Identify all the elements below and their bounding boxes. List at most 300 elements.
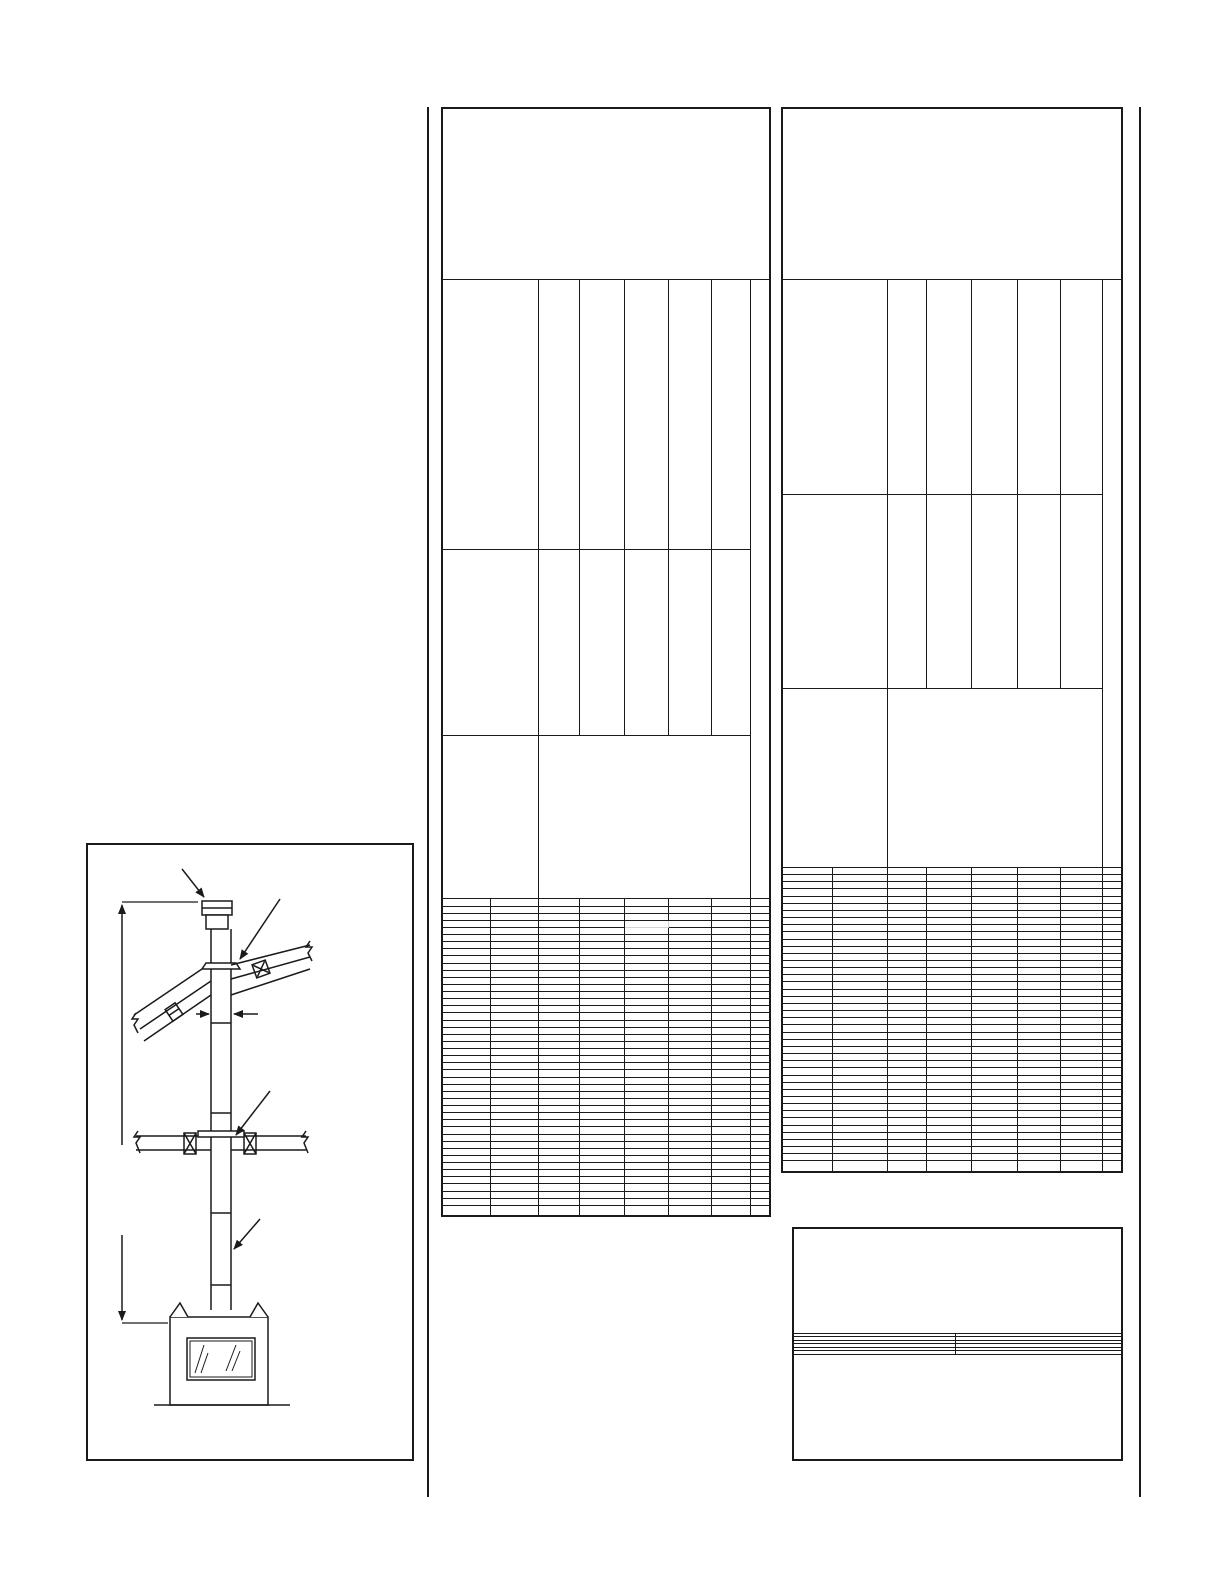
table-cell	[782, 1061, 832, 1068]
table-cell	[926, 1075, 971, 1082]
table-cell	[711, 1155, 750, 1162]
table-cell	[926, 1161, 971, 1172]
table-row	[782, 1118, 1122, 1125]
table-cell	[832, 1003, 887, 1010]
table-cell	[782, 961, 832, 968]
table-cell	[1060, 925, 1102, 932]
table-cell	[579, 992, 624, 999]
header-cell	[782, 688, 887, 867]
table-cell	[579, 1198, 624, 1205]
table-cell	[971, 1054, 1017, 1061]
table-cell	[750, 1034, 770, 1041]
table-cell	[1060, 1125, 1102, 1132]
table-cell	[668, 942, 711, 949]
table-cell	[1017, 1003, 1060, 1010]
table-row	[782, 925, 1122, 932]
table-cell	[1102, 1125, 1122, 1132]
table-cell	[442, 1006, 490, 1013]
table-cell	[887, 1018, 926, 1025]
table-cell	[579, 963, 624, 970]
table-row	[782, 975, 1122, 982]
table-row	[442, 1113, 770, 1120]
table-cell	[711, 1077, 750, 1084]
table-cell	[971, 946, 1017, 953]
table-cell	[1102, 1075, 1122, 1082]
table-cell	[624, 1041, 668, 1048]
table-cell	[668, 1134, 711, 1141]
table-cell	[711, 949, 750, 956]
table-cell	[782, 925, 832, 932]
table-cell	[442, 899, 490, 906]
table-cell	[538, 956, 579, 963]
table-cell	[442, 949, 490, 956]
table-cell	[1102, 1161, 1122, 1172]
table-cell	[1060, 896, 1102, 903]
table-cell	[887, 875, 926, 882]
table-cell	[579, 1070, 624, 1077]
table-cell	[624, 1148, 668, 1155]
table-cell	[1017, 1104, 1060, 1111]
table-cell	[926, 1096, 971, 1103]
header-cell	[442, 550, 538, 735]
table-cell	[782, 875, 832, 882]
table-cell	[579, 1120, 624, 1127]
table-cell	[579, 1091, 624, 1098]
table-cell	[490, 956, 538, 963]
table-cell	[1102, 918, 1122, 925]
table-cell	[579, 977, 624, 984]
table-body	[442, 899, 770, 1216]
table-cell	[538, 906, 579, 913]
table-cell	[442, 1141, 490, 1148]
table-cell	[579, 1205, 624, 1216]
table-cell	[1060, 939, 1102, 946]
table-cell	[579, 1077, 624, 1084]
table-cell	[624, 1155, 668, 1162]
table-cell	[1102, 1003, 1122, 1010]
table-cell	[750, 1177, 770, 1184]
table-row	[782, 1082, 1122, 1089]
header-cell	[1102, 280, 1122, 868]
table-cell	[887, 889, 926, 896]
table-cell	[926, 968, 971, 975]
table-cell	[782, 932, 832, 939]
table-cell	[782, 975, 832, 982]
table-cell	[538, 1113, 579, 1120]
table-cell	[1102, 968, 1122, 975]
table-cell	[711, 963, 750, 970]
table-cell	[750, 1170, 770, 1177]
table-cell	[926, 1025, 971, 1032]
table-cell	[887, 1039, 926, 1046]
table-cell	[442, 956, 490, 963]
table-cell	[538, 920, 579, 927]
table-cell	[926, 1111, 971, 1118]
table-cell	[668, 1063, 711, 1070]
table-cell	[971, 1161, 1017, 1172]
table-cell	[1060, 1032, 1102, 1039]
header-cell	[971, 280, 1017, 495]
table-cell	[624, 1063, 668, 1070]
table-cell	[624, 942, 668, 949]
table-cell	[1102, 910, 1122, 917]
table-cell	[490, 1127, 538, 1134]
table-cell	[490, 1070, 538, 1077]
table-cell	[887, 896, 926, 903]
table-cell	[782, 989, 832, 996]
table-cell	[971, 1118, 1017, 1125]
table-row	[442, 1205, 770, 1216]
table-cell	[782, 953, 832, 960]
table-cell	[711, 1034, 750, 1041]
table-cell	[579, 913, 624, 920]
table-cell	[1102, 932, 1122, 939]
table-cell	[782, 1011, 832, 1018]
table-cell	[490, 1034, 538, 1041]
table-cell	[538, 1077, 579, 1084]
table-cell	[490, 1191, 538, 1198]
table-cell	[832, 1046, 887, 1053]
table-cell	[711, 992, 750, 999]
table-cell	[624, 1084, 668, 1091]
table-cell	[1017, 1032, 1060, 1039]
table-cell	[1017, 918, 1060, 925]
table-cell	[926, 1147, 971, 1154]
table-cell	[832, 889, 887, 896]
table-cell	[490, 920, 538, 927]
table-cell	[971, 932, 1017, 939]
table-cell	[668, 906, 711, 913]
table-cell	[1102, 1046, 1122, 1053]
table-cell	[926, 903, 971, 910]
table-cell	[971, 961, 1017, 968]
table-cell	[887, 925, 926, 932]
table-cell	[1102, 1025, 1122, 1032]
table-cell	[750, 935, 770, 942]
table-cell	[442, 1091, 490, 1098]
table-cell	[1102, 975, 1122, 982]
table-cell	[442, 1106, 490, 1113]
table-cell	[782, 1132, 832, 1139]
table-row	[442, 1049, 770, 1056]
table-cell	[1102, 1032, 1122, 1039]
table-cell	[490, 1177, 538, 1184]
table-cell	[782, 939, 832, 946]
table-cell	[782, 1039, 832, 1046]
table-cell	[538, 1027, 579, 1034]
table-cell	[1060, 1154, 1102, 1161]
table-cell	[711, 1134, 750, 1141]
header-cell	[782, 280, 887, 495]
table-cell	[490, 1091, 538, 1098]
table-cell	[490, 1027, 538, 1034]
table-cell	[926, 975, 971, 982]
header-cell	[926, 495, 971, 688]
table-cell	[782, 1125, 832, 1132]
table-cell	[668, 963, 711, 970]
table-cell	[832, 1068, 887, 1075]
table-cell	[750, 1141, 770, 1148]
table-cell	[538, 977, 579, 984]
table-cell	[832, 996, 887, 1003]
table-cell	[782, 1018, 832, 1025]
table-cell	[624, 999, 668, 1006]
table-row	[782, 1025, 1122, 1032]
table-title-row	[442, 108, 770, 279]
table-row	[442, 1084, 770, 1091]
table-cell	[538, 1091, 579, 1098]
vent-table-right	[781, 107, 1123, 1173]
table-cell	[711, 999, 750, 1006]
table-cell	[711, 1191, 750, 1198]
table-cell	[926, 910, 971, 917]
table-cell	[538, 1098, 579, 1105]
table-cell	[538, 1070, 579, 1077]
table-cell	[579, 1049, 624, 1056]
table-row	[782, 982, 1122, 989]
table-cell	[971, 925, 1017, 932]
table-cell	[926, 1139, 971, 1146]
table-cell	[538, 1177, 579, 1184]
header-cell	[926, 280, 971, 495]
table-cell	[750, 899, 770, 906]
table-row	[442, 935, 770, 942]
table-cell	[490, 1077, 538, 1084]
table-cell	[442, 1041, 490, 1048]
table-cell	[832, 1132, 887, 1139]
table-cell	[887, 910, 926, 917]
table-cell	[832, 939, 887, 946]
table-cell	[1017, 968, 1060, 975]
table-cell	[442, 942, 490, 949]
table-cell	[1060, 946, 1102, 953]
table-row	[442, 1127, 770, 1134]
table-cell	[1102, 882, 1122, 889]
table-cell	[750, 1113, 770, 1120]
table-cell	[887, 1082, 926, 1089]
table-cell	[971, 1011, 1017, 1018]
firestop-leader-arrow	[236, 1091, 270, 1135]
table-cell	[971, 989, 1017, 996]
table-cell	[782, 982, 832, 989]
table-cell	[668, 1106, 711, 1113]
table-cell	[926, 1003, 971, 1010]
table-cell	[1060, 1139, 1102, 1146]
table-cell	[887, 903, 926, 910]
table-cell	[668, 1120, 711, 1127]
table-cell	[1060, 1082, 1102, 1089]
table-cell	[832, 1118, 887, 1125]
table-cell	[971, 1032, 1017, 1039]
table-cell	[668, 1127, 711, 1134]
table-cell	[490, 963, 538, 970]
table-row	[442, 1041, 770, 1048]
table-cell	[887, 975, 926, 982]
table-cell	[926, 882, 971, 889]
table-cell	[668, 1163, 711, 1170]
table-cell	[624, 935, 668, 942]
table-cell	[490, 992, 538, 999]
table-cell	[538, 1205, 579, 1216]
header-cell	[887, 495, 926, 688]
table-cell	[711, 1163, 750, 1170]
table-cell	[887, 1089, 926, 1096]
table-row	[782, 989, 1122, 996]
table-cell	[832, 1089, 887, 1096]
table-cell	[442, 1155, 490, 1162]
table-cell	[668, 927, 711, 934]
table-cell	[711, 1091, 750, 1098]
table-cell	[926, 946, 971, 953]
table-cell	[1017, 1154, 1060, 1161]
table-cell	[832, 1075, 887, 1082]
table-cell	[668, 992, 711, 999]
table-cell	[926, 1039, 971, 1046]
table-cell	[971, 882, 1017, 889]
table-cell	[971, 982, 1017, 989]
table-cell	[711, 935, 750, 942]
table-cell	[887, 1032, 926, 1039]
table-row	[442, 1177, 770, 1184]
table-cell	[887, 1061, 926, 1068]
table-cell	[782, 889, 832, 896]
table-cell	[579, 1155, 624, 1162]
table-cell	[750, 1184, 770, 1191]
table-cell	[1102, 982, 1122, 989]
table-cell	[750, 906, 770, 913]
table-cell	[442, 1184, 490, 1191]
table-cell	[442, 1063, 490, 1070]
table-cell	[887, 1147, 926, 1154]
header-cell	[624, 279, 668, 550]
table-cell	[579, 1163, 624, 1170]
table-cell	[624, 1198, 668, 1205]
header-cell	[579, 550, 624, 735]
table-cell	[490, 977, 538, 984]
table-cell	[624, 1049, 668, 1056]
table-row	[782, 903, 1122, 910]
table-cell	[782, 882, 832, 889]
table-cell	[579, 1020, 624, 1027]
table-cell	[1060, 932, 1102, 939]
table-cell	[624, 1163, 668, 1170]
table-cell	[926, 989, 971, 996]
table-cell	[971, 1139, 1017, 1146]
table-cell	[442, 1034, 490, 1041]
table-cell	[1017, 1068, 1060, 1075]
table-cell	[442, 1056, 490, 1063]
table-cell	[1102, 1039, 1122, 1046]
table-cell	[782, 896, 832, 903]
table-cell	[1102, 1139, 1122, 1146]
table-cell	[782, 946, 832, 953]
table-cell	[782, 1161, 832, 1172]
table-cell	[538, 992, 579, 999]
table-cell	[579, 927, 624, 934]
table-cell	[1017, 989, 1060, 996]
table-row	[782, 875, 1122, 882]
table-cell	[750, 970, 770, 977]
table-cell	[624, 1191, 668, 1198]
table-cell	[971, 896, 1017, 903]
table-cell	[711, 906, 750, 913]
table-cell	[711, 1041, 750, 1048]
table-cell	[1060, 1147, 1102, 1154]
table-cell	[1017, 1111, 1060, 1118]
table-cell	[750, 1148, 770, 1155]
table-cell	[1060, 903, 1102, 910]
table-cell	[490, 1049, 538, 1056]
table-cell	[782, 918, 832, 925]
table-cell	[490, 935, 538, 942]
table-row	[782, 910, 1122, 917]
header-cell	[442, 735, 538, 899]
table-cell	[1060, 1011, 1102, 1018]
table-cell	[624, 1113, 668, 1120]
table-cell	[1017, 1125, 1060, 1132]
roof-line	[231, 957, 310, 979]
table-cell	[1102, 1111, 1122, 1118]
table-cell	[1017, 882, 1060, 889]
table-cell	[624, 1106, 668, 1113]
table-cell	[624, 949, 668, 956]
table-row	[442, 1070, 770, 1077]
table-cell	[750, 1049, 770, 1056]
table-row	[442, 1148, 770, 1155]
table-cell	[442, 999, 490, 1006]
table-cell	[624, 1205, 668, 1216]
table-row	[782, 918, 1122, 925]
cap-collar	[206, 915, 228, 929]
table-cell	[442, 935, 490, 942]
header-cell	[538, 735, 750, 899]
table-cell	[442, 1148, 490, 1155]
table-cell	[579, 999, 624, 1006]
table-cell	[782, 1089, 832, 1096]
table-cell	[442, 1084, 490, 1091]
table-cell	[1017, 1139, 1060, 1146]
table-cell	[711, 1113, 750, 1120]
table-cell	[579, 1098, 624, 1105]
table-cell	[538, 1134, 579, 1141]
header-cell	[750, 279, 770, 899]
table-cell	[1060, 989, 1102, 996]
table-cell	[1017, 932, 1060, 939]
table-cell	[711, 1027, 750, 1034]
table-cell	[711, 1063, 750, 1070]
table-cell	[750, 1106, 770, 1113]
table-cell	[624, 977, 668, 984]
table-cell	[1017, 953, 1060, 960]
table-cell	[782, 910, 832, 917]
table-cell	[782, 1139, 832, 1146]
table-cell	[1102, 1089, 1122, 1096]
table-cell	[711, 977, 750, 984]
table-cell	[538, 899, 579, 906]
table-cell	[442, 1198, 490, 1205]
table-cell	[711, 1120, 750, 1127]
table-cell	[887, 1011, 926, 1018]
table-cell	[832, 1018, 887, 1025]
table-cell	[887, 1025, 926, 1032]
table-cell	[490, 1141, 538, 1148]
table-cell	[832, 882, 887, 889]
table-cell	[1060, 982, 1102, 989]
table-row	[442, 1034, 770, 1041]
table-cell	[668, 1041, 711, 1048]
table-cell	[971, 1046, 1017, 1053]
table-cell	[668, 1006, 711, 1013]
